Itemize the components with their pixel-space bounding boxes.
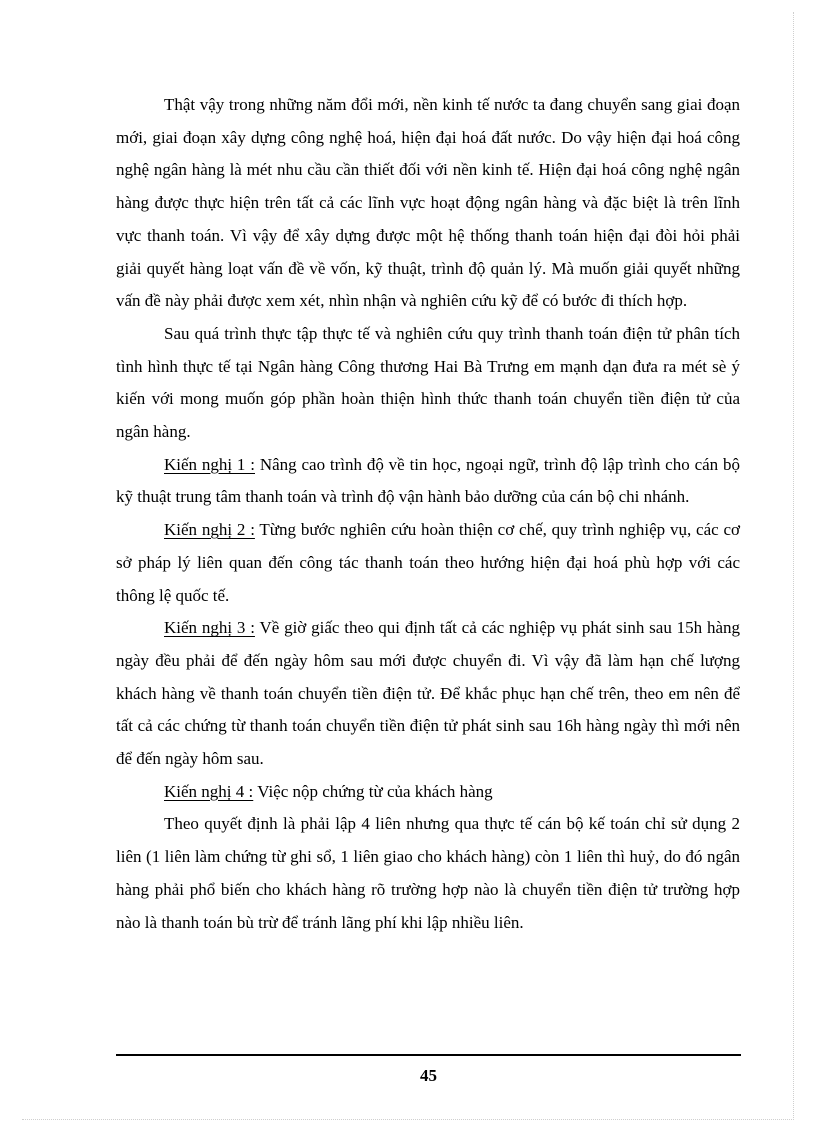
- recommendation-1-label: Kiến nghị 1 :: [164, 454, 255, 474]
- footer-divider: [116, 1054, 741, 1056]
- recommendation-1: [116, 449, 740, 514]
- paragraph-2: [116, 318, 740, 449]
- recommendation-3-label: Kiến nghị 3 :: [164, 618, 255, 638]
- recommendation-3: [116, 612, 740, 776]
- recommendation-4-text: Việc nộp chứng từ của khách hàng: [253, 781, 493, 801]
- paragraph-1: [116, 89, 740, 318]
- paragraph-7: [116, 808, 740, 939]
- recommendation-4: [116, 776, 740, 809]
- recommendation-3-text: Về giờ giấc theo qui định tất cả các nghiệp vụ phát sinh sau 15h hàng ngày đều phải để đến ngày hôm sau mới được chuyển đi. Vì vậy đã làm hạn chế lượng khách hàng về thanh toán chuyển tiền điện tử. Để khắc phục hạn chế trên, theo em nên để tất cả các chứng từ thanh toán chuyển tiền điện tử phát sinh sau 16h hàng ngày thì mới nên để đến ngày hôm sau.: [116, 618, 740, 769]
- paragraph-1-text: Thật vậy trong những năm đổi mới, nền kinh tế nước ta đang chuyển sang giai đoạn mới, giai đoạn xây dựng công nghệ hoá, hiện đại hoá đất nước. Do vậy hiện đại hoá công nghệ ngân hàng là mét nhu cầu cần thiết đối với nền kinh tế. Hiện đại hoá công nghệ ngân hàng được thực hiện trên tất cả các lĩnh vực hoạt động ngân hàng và đặc biệt là trên lĩnh vực thanh toán. Vì vậy để xây dựng được một hệ thống thanh toán hiện đại đòi hỏi phải giải quyết hàng loạt vấn đề về vốn, kỹ thuật, trình độ quản lý. Mà muốn giải quyết những vấn đề này phải được xem xét, nhìn nhận và nghiên cứu kỹ để có bước đi thích hợp.: [116, 95, 740, 311]
- paragraph-2-text: Sau quá trình thực tập thực tế và nghiên cứu quy trình thanh toán điện tử phân tích tình hình thực tế tại Ngân hàng Công thương Hai Bà Trưng em mạnh dạn đưa ra mét sè ý kiến với mong muốn góp phần hoàn thiện hình thức thanh toán chuyển tiền điện tử của ngân hàng.: [116, 323, 740, 442]
- recommendation-2-text: Từng bước nghiên cứu hoàn thiện cơ chế, quy trình nghiệp vụ, các cơ sở pháp lý liên quan đến công tác thanh toán theo hướng hiện đại hoá phù hợp với các thông lệ quốc tế.: [116, 520, 740, 605]
- paragraph-7-text: Theo quyết định là phải lập 4 liên nhưng qua thực tế cán bộ kế toán chỉ sử dụng 2 liên (1 liên làm chứng từ ghi sổ, 1 liên giao cho khách hàng) còn 1 liên thì huỷ, do đó ngân hàng phải phổ biến cho khách hàng rõ trường hợp nào là chuyển tiền điện tử trường hợp nào là thanh toán bù trừ để tránh lãng phí khi lập nhiều liên.: [116, 814, 740, 932]
- page-number: 45: [420, 1066, 437, 1085]
- recommendation-4-label: Kiến nghị 4 :: [164, 781, 254, 801]
- recommendation-2-label: Kiến nghị 2 :: [164, 520, 255, 540]
- recommendation-1-text: Nâng cao trình độ về tin học, ngoại ngữ, trình độ lập trình cho cán bộ kỹ thuật trung tâm thanh toán và trình độ vận hành bảo dưỡng của cán bộ chi nhánh.: [116, 454, 740, 507]
- recommendation-2: [116, 514, 740, 612]
- document-body: [116, 89, 740, 939]
